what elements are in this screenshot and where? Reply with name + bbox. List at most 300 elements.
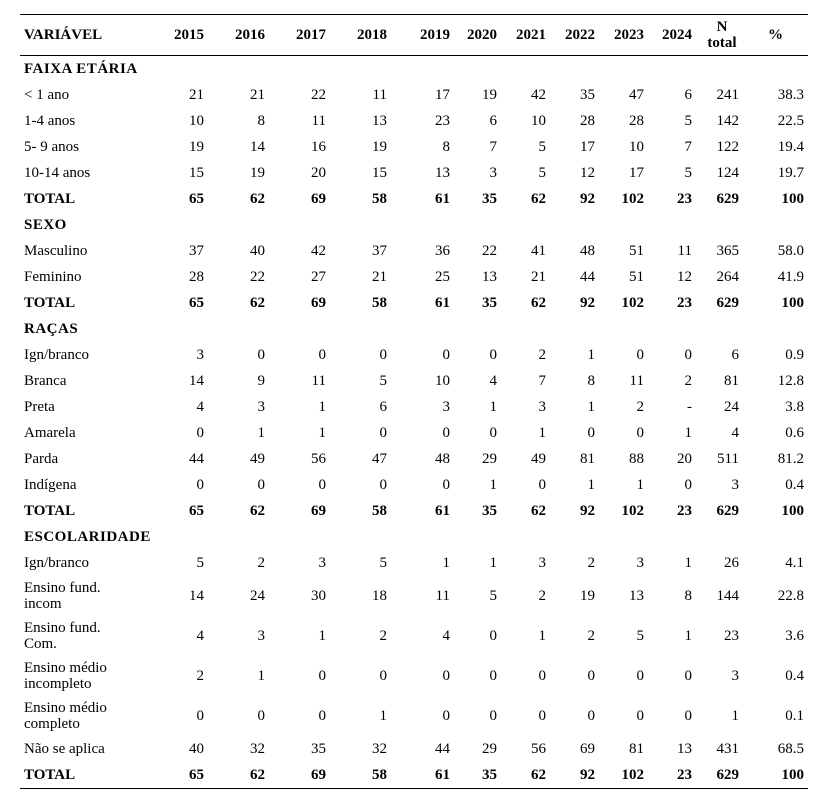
- cell-value: 5: [379, 555, 387, 571]
- cell-value: 0: [489, 347, 497, 363]
- cell-value: 11: [372, 87, 387, 103]
- cell-value: 100: [781, 295, 804, 311]
- cell-value: 37: [372, 243, 387, 259]
- header-2015: 2015: [150, 15, 209, 56]
- cell-value: 11: [435, 588, 450, 604]
- cell-value: 35: [455, 762, 502, 789]
- cell-value: 7: [489, 139, 497, 155]
- cell-value: 3: [489, 165, 497, 181]
- cell-value: 4: [442, 628, 450, 644]
- cell-value: 42: [531, 87, 546, 103]
- cell-value: 1: [587, 347, 595, 363]
- row-label: 10-14 anos: [24, 165, 91, 181]
- cell-value: -: [687, 399, 692, 415]
- section-header-row: [20, 524, 808, 550]
- total-row: [20, 186, 808, 212]
- cell-value: 0: [538, 668, 546, 684]
- cell-value: 13: [629, 588, 644, 604]
- cell-value: 1: [684, 555, 692, 571]
- cell-value: 5: [538, 165, 546, 181]
- cell-value: 0: [379, 347, 387, 363]
- data-table: [20, 14, 808, 789]
- cell-value: 21: [372, 269, 387, 285]
- row-label: Masculino: [24, 243, 88, 259]
- cell-value: 88: [629, 451, 644, 467]
- cell-value: 24: [724, 399, 739, 415]
- cell-value: 92: [580, 295, 595, 311]
- table-row: [20, 472, 808, 498]
- cell-value: 102: [621, 191, 644, 207]
- cell-value: 1: [731, 708, 739, 724]
- cell-value: 2: [587, 628, 595, 644]
- cell-value: 0.1: [785, 708, 804, 724]
- row-label: Ensino fund. Com.: [24, 620, 101, 652]
- cell-value: 32: [250, 741, 265, 757]
- cell-value: 1: [538, 628, 546, 644]
- cell-value: 3: [538, 555, 546, 571]
- cell-value: 69: [580, 741, 595, 757]
- cell-value: 49: [531, 451, 546, 467]
- cell-value: 3: [731, 477, 739, 493]
- cell-value: 1: [587, 399, 595, 415]
- cell-value: 6: [684, 87, 692, 103]
- cell-value: 23: [677, 295, 692, 311]
- total-row: [20, 762, 808, 789]
- cell-value: 62: [250, 191, 265, 207]
- cell-value: 3: [318, 555, 326, 571]
- table-row: [20, 696, 808, 736]
- cell-value: 1: [636, 477, 644, 493]
- cell-value: 58: [372, 503, 387, 519]
- cell-value: 13: [677, 741, 692, 757]
- cell-value: 24: [250, 588, 265, 604]
- cell-value: 5: [196, 555, 204, 571]
- cell-value: 0: [636, 668, 644, 684]
- cell-value: 0: [379, 477, 387, 493]
- cell-value: 11: [311, 113, 326, 129]
- cell-value: 100: [747, 762, 808, 789]
- cell-value: 38.3: [777, 87, 804, 103]
- cell-value: 23: [649, 762, 697, 789]
- cell-value: 92: [580, 503, 595, 519]
- cell-value: 1: [538, 425, 546, 441]
- cell-value: 23: [724, 628, 739, 644]
- cell-value: 102: [600, 762, 649, 789]
- header-2022: 2022: [551, 15, 600, 56]
- cell-value: 19.7: [777, 165, 804, 181]
- row-label: Ensino fund. incom: [24, 580, 101, 612]
- table-row: [20, 368, 808, 394]
- cell-value: 61: [435, 295, 450, 311]
- table-row: [20, 656, 808, 696]
- cell-value: 68.5: [777, 741, 804, 757]
- cell-value: 10: [189, 113, 204, 129]
- row-label: Preta: [24, 399, 55, 415]
- header-%: %: [747, 15, 808, 56]
- cell-value: 1: [587, 477, 595, 493]
- cell-value: 0: [636, 347, 644, 363]
- row-label: Parda: [24, 451, 59, 467]
- cell-value: 61: [435, 191, 450, 207]
- cell-value: 1: [257, 668, 265, 684]
- row-label: Ensino médio completo: [24, 700, 107, 732]
- cell-value: 17: [580, 139, 595, 155]
- cell-value: 58.0: [777, 243, 804, 259]
- cell-value: 81: [724, 373, 739, 389]
- cell-value: 365: [716, 243, 739, 259]
- cell-value: 0: [379, 425, 387, 441]
- cell-value: 629: [716, 503, 739, 519]
- cell-value: 100: [781, 191, 804, 207]
- cell-value: 12: [580, 165, 595, 181]
- cell-value: 0: [489, 708, 497, 724]
- cell-value: 0: [442, 347, 450, 363]
- table-header-row: [20, 15, 808, 56]
- cell-value: 58: [331, 762, 392, 789]
- cell-value: 629: [716, 191, 739, 207]
- cell-value: 35: [311, 741, 326, 757]
- cell-value: 0: [196, 477, 204, 493]
- cell-value: 69: [311, 191, 326, 207]
- cell-value: 1: [442, 555, 450, 571]
- cell-value: 0.9: [785, 347, 804, 363]
- cell-value: 69: [311, 503, 326, 519]
- cell-value: 264: [716, 269, 739, 285]
- cell-value: 0.6: [785, 425, 804, 441]
- cell-value: 0: [684, 668, 692, 684]
- row-label: Ensino médio incompleto: [24, 660, 107, 692]
- row-label: TOTAL: [24, 295, 76, 311]
- cell-value: 4.1: [785, 555, 804, 571]
- cell-value: 13: [482, 269, 497, 285]
- header-2019: 2019: [392, 15, 455, 56]
- cell-value: 48: [580, 243, 595, 259]
- cell-value: 62: [531, 503, 546, 519]
- cell-value: 19.4: [777, 139, 804, 155]
- cell-value: 8: [257, 113, 265, 129]
- cell-value: 19: [250, 165, 265, 181]
- cell-value: 14: [250, 139, 265, 155]
- cell-value: 17: [629, 165, 644, 181]
- cell-value: 102: [621, 503, 644, 519]
- cell-value: 9: [257, 373, 265, 389]
- cell-value: 22: [482, 243, 497, 259]
- cell-value: 61: [392, 762, 455, 789]
- cell-value: 0: [489, 425, 497, 441]
- cell-value: 3: [257, 399, 265, 415]
- cell-value: 62: [531, 295, 546, 311]
- section-header-row: [20, 56, 808, 83]
- cell-value: 0: [379, 668, 387, 684]
- row-label: 1-4 anos: [24, 113, 76, 129]
- cell-value: 122: [716, 139, 739, 155]
- cell-value: 15: [372, 165, 387, 181]
- header-2020: 2020: [455, 15, 502, 56]
- cell-value: 8: [684, 588, 692, 604]
- table-row: [20, 446, 808, 472]
- cell-value: 37: [189, 243, 204, 259]
- cell-value: 144: [716, 588, 739, 604]
- cell-value: 1: [318, 425, 326, 441]
- cell-value: 6: [731, 347, 739, 363]
- cell-value: 7: [684, 139, 692, 155]
- cell-value: 0: [442, 708, 450, 724]
- cell-value: 124: [716, 165, 739, 181]
- row-label: Branca: [24, 373, 67, 389]
- cell-value: 4: [196, 399, 204, 415]
- cell-value: 0.4: [785, 477, 804, 493]
- cell-value: 431: [716, 741, 739, 757]
- cell-value: 0: [489, 668, 497, 684]
- cell-value: 7: [538, 373, 546, 389]
- cell-value: 3: [538, 399, 546, 415]
- cell-value: 14: [189, 373, 204, 389]
- cell-value: 0: [684, 477, 692, 493]
- cell-value: 1: [684, 628, 692, 644]
- cell-value: 1: [257, 425, 265, 441]
- cell-value: 36: [435, 243, 450, 259]
- cell-value: 92: [580, 191, 595, 207]
- cell-value: 62: [502, 762, 551, 789]
- cell-value: 3: [257, 628, 265, 644]
- cell-value: 25: [435, 269, 450, 285]
- cell-value: 0: [257, 347, 265, 363]
- cell-value: 2: [684, 373, 692, 389]
- cell-value: 5: [489, 588, 497, 604]
- cell-value: 51: [629, 269, 644, 285]
- cell-value: 4: [489, 373, 497, 389]
- cell-value: 13: [372, 113, 387, 129]
- cell-value: 6: [379, 399, 387, 415]
- section-title: SEXO: [24, 217, 67, 233]
- cell-value: 4: [731, 425, 739, 441]
- cell-value: 511: [717, 451, 739, 467]
- cell-value: 1: [489, 555, 497, 571]
- header-variavel: VARIÁVEL: [20, 15, 150, 56]
- cell-value: 3: [442, 399, 450, 415]
- row-label: Feminino: [24, 269, 82, 285]
- cell-value: 5: [636, 628, 644, 644]
- cell-value: 2: [538, 347, 546, 363]
- cell-value: 41.9: [777, 269, 804, 285]
- cell-value: 3.6: [785, 628, 804, 644]
- cell-value: 3.8: [785, 399, 804, 415]
- cell-value: 81: [629, 741, 644, 757]
- cell-value: 58: [372, 191, 387, 207]
- cell-value: 2: [257, 555, 265, 571]
- cell-value: 0: [538, 477, 546, 493]
- cell-value: 629: [697, 762, 747, 789]
- cell-value: 0: [442, 668, 450, 684]
- table-row: [20, 550, 808, 576]
- cell-value: 3: [196, 347, 204, 363]
- cell-value: 0: [196, 708, 204, 724]
- section-title: RAÇAS: [24, 321, 79, 337]
- cell-value: 0: [636, 425, 644, 441]
- row-label: Indígena: [24, 477, 77, 493]
- cell-value: 0: [257, 708, 265, 724]
- cell-value: 28: [629, 113, 644, 129]
- row-label: Amarela: [24, 425, 76, 441]
- cell-value: 102: [621, 295, 644, 311]
- cell-value: 3: [636, 555, 644, 571]
- cell-value: 2: [636, 399, 644, 415]
- cell-value: 23: [677, 191, 692, 207]
- cell-value: 19: [372, 139, 387, 155]
- cell-value: 8: [442, 139, 450, 155]
- cell-value: 56: [531, 741, 546, 757]
- header-2017: 2017: [270, 15, 331, 56]
- cell-value: 2: [587, 555, 595, 571]
- cell-value: 51: [629, 243, 644, 259]
- cell-value: 12: [677, 269, 692, 285]
- cell-value: 44: [580, 269, 595, 285]
- cell-value: 0: [489, 628, 497, 644]
- table-row: [20, 576, 808, 616]
- cell-value: 41: [531, 243, 546, 259]
- cell-value: 62: [209, 762, 270, 789]
- cell-value: 0: [196, 425, 204, 441]
- cell-value: 22.8: [777, 588, 804, 604]
- cell-value: 11: [629, 373, 644, 389]
- cell-value: 100: [781, 503, 804, 519]
- cell-value: 61: [435, 503, 450, 519]
- cell-value: 28: [189, 269, 204, 285]
- header-2024: 2024: [649, 15, 697, 56]
- cell-value: 6: [489, 113, 497, 129]
- cell-value: 21: [531, 269, 546, 285]
- cell-value: 65: [189, 191, 204, 207]
- cell-value: 69: [270, 762, 331, 789]
- cell-value: 35: [580, 87, 595, 103]
- cell-value: 23: [435, 113, 450, 129]
- table-row: [20, 108, 808, 134]
- cell-value: 26: [724, 555, 739, 571]
- cell-value: 629: [716, 295, 739, 311]
- cell-value: 22: [250, 269, 265, 285]
- cell-value: 1: [379, 708, 387, 724]
- cell-value: 12.8: [777, 373, 804, 389]
- cell-value: 1: [684, 425, 692, 441]
- cell-value: 48: [435, 451, 450, 467]
- cell-value: 10: [629, 139, 644, 155]
- cell-value: 11: [677, 243, 692, 259]
- cell-value: 2: [196, 668, 204, 684]
- cell-value: 35: [482, 503, 497, 519]
- cell-value: 0: [684, 708, 692, 724]
- section-title: FAIXA ETÁRIA: [24, 61, 138, 77]
- row-label: 5- 9 anos: [24, 139, 79, 155]
- cell-value: 92: [551, 762, 600, 789]
- cell-value: 0: [587, 708, 595, 724]
- table-row: [20, 134, 808, 160]
- cell-value: 49: [250, 451, 265, 467]
- cell-value: 10: [435, 373, 450, 389]
- cell-value: 5: [684, 113, 692, 129]
- cell-value: 32: [372, 741, 387, 757]
- cell-value: 0: [318, 708, 326, 724]
- cell-value: 81: [580, 451, 595, 467]
- cell-value: 29: [482, 741, 497, 757]
- row-label: < 1 ano: [24, 87, 70, 103]
- cell-value: 27: [311, 269, 326, 285]
- cell-value: 5: [379, 373, 387, 389]
- cell-value: 13: [435, 165, 450, 181]
- cell-value: 19: [482, 87, 497, 103]
- cell-value: 11: [311, 373, 326, 389]
- cell-value: 14: [189, 588, 204, 604]
- cell-value: 0.4: [785, 668, 804, 684]
- cell-value: 0: [636, 708, 644, 724]
- cell-value: 40: [250, 243, 265, 259]
- table-row: [20, 736, 808, 762]
- cell-value: 30: [311, 588, 326, 604]
- cell-value: 3: [731, 668, 739, 684]
- cell-value: 0: [318, 668, 326, 684]
- table-row: [20, 342, 808, 368]
- header-2023: 2023: [600, 15, 649, 56]
- cell-value: 16: [311, 139, 326, 155]
- cell-value: 4: [196, 628, 204, 644]
- table-row: [20, 420, 808, 446]
- header-n-total: N total: [697, 15, 747, 56]
- cell-value: 2: [538, 588, 546, 604]
- cell-value: 47: [629, 87, 644, 103]
- cell-value: 0: [587, 668, 595, 684]
- cell-value: 21: [189, 87, 204, 103]
- header-2021: 2021: [502, 15, 551, 56]
- row-label: Ign/branco: [24, 347, 89, 363]
- table-row: [20, 82, 808, 108]
- cell-value: 22.5: [777, 113, 804, 129]
- table-row: [20, 238, 808, 264]
- cell-value: 22: [311, 87, 326, 103]
- cell-value: 20: [677, 451, 692, 467]
- cell-value: 62: [531, 191, 546, 207]
- cell-value: 62: [250, 295, 265, 311]
- total-row: [20, 498, 808, 524]
- cell-value: 40: [189, 741, 204, 757]
- cell-value: 20: [311, 165, 326, 181]
- cell-value: 0: [587, 425, 595, 441]
- cell-value: 65: [189, 295, 204, 311]
- cell-value: 142: [716, 113, 739, 129]
- cell-value: 19: [580, 588, 595, 604]
- row-label: Ign/branco: [24, 555, 89, 571]
- cell-value: 1: [489, 477, 497, 493]
- cell-value: 44: [435, 741, 450, 757]
- cell-value: 0: [538, 708, 546, 724]
- header-2016: 2016: [209, 15, 270, 56]
- table-row: [20, 394, 808, 420]
- table-row: [20, 616, 808, 656]
- cell-value: 81.2: [777, 451, 804, 467]
- cell-value: 241: [716, 87, 739, 103]
- section-header-row: [20, 212, 808, 238]
- cell-value: 1: [318, 628, 326, 644]
- cell-value: 35: [482, 295, 497, 311]
- cell-value: 23: [677, 503, 692, 519]
- cell-value: 17: [435, 87, 450, 103]
- cell-value: 0: [257, 477, 265, 493]
- cell-value: 2: [379, 628, 387, 644]
- cell-value: 1: [318, 399, 326, 415]
- section-title: ESCOLARIDADE: [24, 529, 151, 545]
- cell-value: 42: [311, 243, 326, 259]
- cell-value: 62: [250, 503, 265, 519]
- cell-value: 44: [189, 451, 204, 467]
- row-label: TOTAL: [24, 191, 76, 207]
